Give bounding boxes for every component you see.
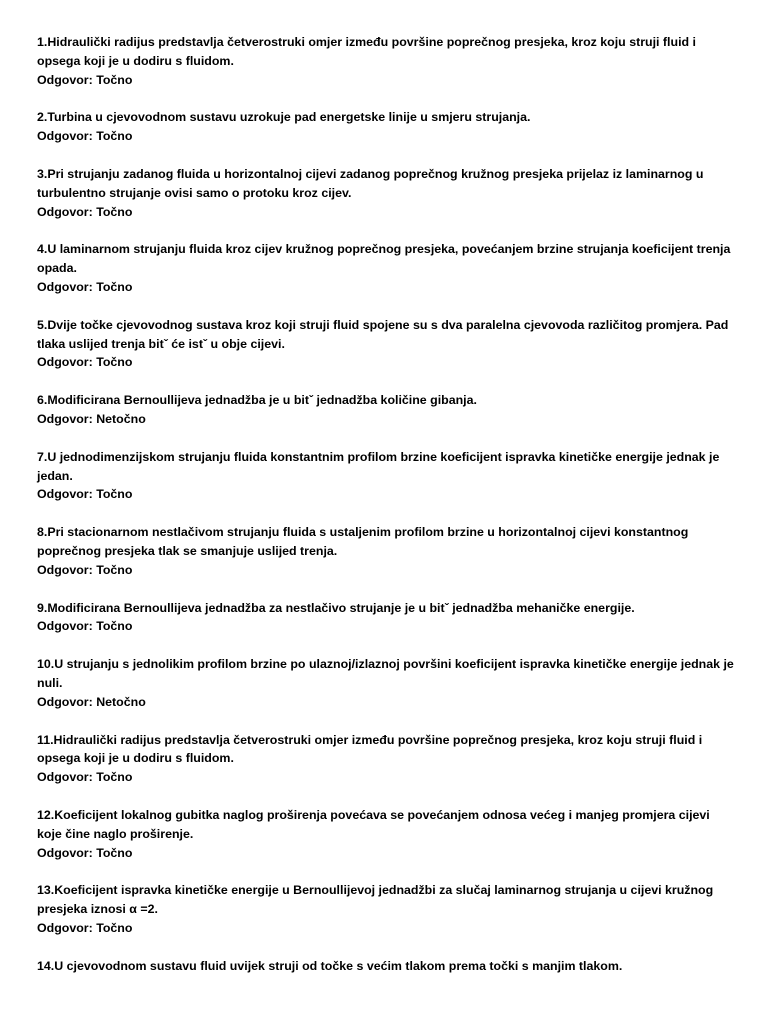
question-text: 1.Hidraulički radijus predstavlja četverostruki omjer između površine poprečnog presjeka, kroz koju struji fluid i opsega koji je u dodiru s fluidom. <box>37 35 696 68</box>
question-item-10 <box>37 655 737 711</box>
question-text: 7.U jednodimenzijskom strujanju fluida konstantnim profilom brzine koeficijent ispravka kinetičke energije jednak je jedan. <box>37 449 720 483</box>
answer-text: Odgovor: Točno <box>37 845 133 860</box>
answer-text: Odgovor: Točno <box>37 279 133 294</box>
question-item-2 <box>37 108 737 146</box>
answer-text: Odgovor: Netočno <box>37 411 146 426</box>
question-text: 11.Hidraulički radijus predstavlja četverostruki omjer između površine poprečnog presjeka, kroz koju struji fluid i opsega koji je u dodiru s fluidom. <box>37 732 703 766</box>
question-text: 12.Koeficijent lokalnog gubitka naglog proširenja povećava se povećanjem odnosa većeg i manjeg promjera cijevi koje čine naglo proširenje. <box>37 807 710 841</box>
answer-text: Odgovor: Točno <box>37 72 133 87</box>
question-item-9 <box>37 599 737 637</box>
answer-text: Odgovor: Točno <box>37 204 133 219</box>
question-item-1 <box>37 33 737 89</box>
answer-text: Odgovor: Točno <box>37 487 133 502</box>
question-text: 3.Pri strujanju zadanog fluida u horizontalnoj cijevi zadanog poprečnog kružnog presjeka prijelaz iz laminarnog u turbulentno strujanje ovisi samo o protoku kroz cijev. <box>37 166 704 200</box>
answer-text: Odgovor: Točno <box>37 562 133 577</box>
answer-text: Odgovor: Točno <box>37 770 133 785</box>
question-text: 6.Modificirana Bernoullijeva jednadžba je u bitˇ jednadžba količine gibanja. <box>37 393 477 408</box>
question-item-3 <box>37 165 737 221</box>
question-text: 4.U laminarnom strujanju fluida kroz cijev kružnog poprečnog presjeka, povećanjem brzine strujanja koeficijent trenja opada. <box>37 242 731 276</box>
question-item-6 <box>37 391 737 429</box>
question-text: 8.Pri stacionarnom nestlačivom strujanju fluida s ustaljenim profilom brzine u horizontalnoj cijevi konstantnog poprečnog presjeka tlak se smanjuje uslijed trenja. <box>37 525 689 558</box>
question-text: 5.Dvije točke cjevovodnog sustava kroz koji struji fluid spojene su s dva paralelna cjevovoda različitog promjera. Pad tlaka uslijed trenja bitˇ će istˇ u obje cijevi. <box>37 317 729 351</box>
answer-text: Odgovor: Točno <box>37 619 133 634</box>
answer-text: Odgovor: Točno <box>37 355 133 370</box>
answer-text: Odgovor: Točno <box>37 129 133 144</box>
question-item-5 <box>37 316 737 372</box>
question-item-7 <box>37 448 737 504</box>
question-text: 10.U strujanju s jednolikim profilom brzine po ulaznoj/izlaznoj površini koeficijent ispravka kinetičke energije jednak je nuli. <box>37 657 734 690</box>
question-item-12 <box>37 806 737 862</box>
question-item-14 <box>37 957 737 976</box>
question-text: 13.Koeficijent ispravka kinetičke energije u Bernoullijevoj jednadžbi za slučaj laminarnog strujanja u cijevi kružnog presjeka iznosi α =2. <box>37 883 714 917</box>
question-text: 2.Turbina u cjevovodnom sustavu uzrokuje pad energetske linije u smjeru strujanja. <box>37 110 531 125</box>
question-item-11 <box>37 731 737 787</box>
question-text: 14.U cjevovodnom sustavu fluid uvijek struji od točke s većim tlakom prema točki s manjim tlakom. <box>37 958 623 973</box>
question-text: 9.Modificirana Bernoullijeva jednadžba za nestlačivo strujanje je u bitˇ jednadžba mehaničke energije. <box>37 600 635 615</box>
question-item-8 <box>37 523 737 579</box>
document-page <box>37 33 737 994</box>
question-item-4 <box>37 240 737 296</box>
answer-text: Odgovor: Točno <box>37 920 133 935</box>
question-item-13 <box>37 881 737 937</box>
answer-text: Odgovor: Netočno <box>37 694 146 709</box>
